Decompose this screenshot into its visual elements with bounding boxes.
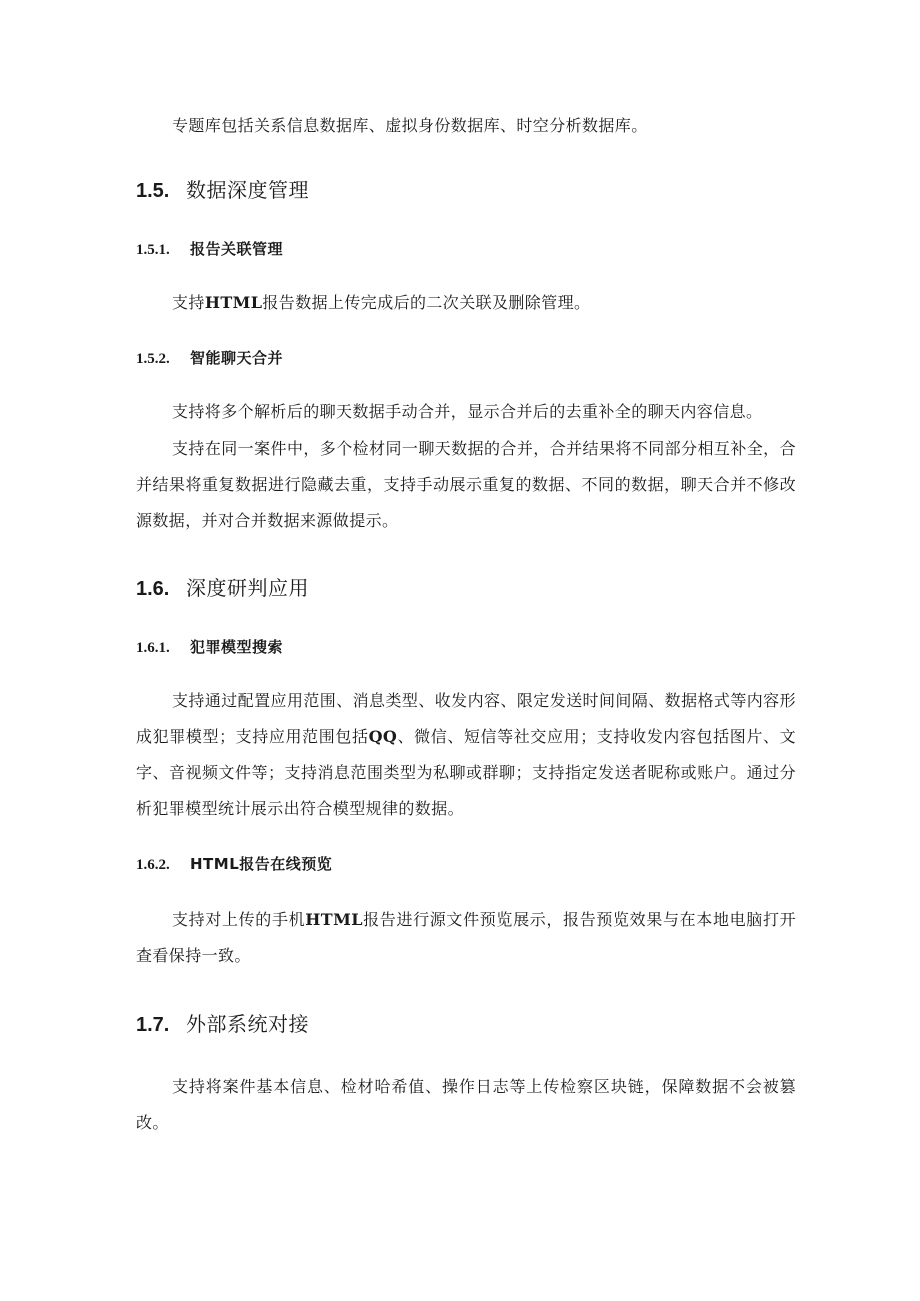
section-1-7-heading — [136, 1010, 309, 1039]
section-number: 1.7. — [136, 1014, 170, 1036]
section-1-7-paragraph: 支持将案件基本信息、检材哈希值、操作日志等上传检察区块链，保障数据不会被篡改。 — [136, 1077, 796, 1132]
text-run: 报告进行源文件预览展示，报告预览效果与在本地电脑打开查看保持一致。 — [136, 910, 797, 965]
text-run: 支持对上传的手机 — [172, 910, 306, 929]
text-run: 支持通过配置应用范围、消息类型、收发内容、限定发送时间间隔、数据格式等内容形成犯罪模型；支持应用范围包括 — [136, 691, 796, 746]
section-1-5-heading — [136, 176, 309, 205]
subsection-title: 智能聊天合并 — [190, 349, 284, 367]
subsection-title: 报告关联管理 — [190, 240, 284, 258]
section-1-5-2-paragraph-1: 支持将多个解析后的聊天数据手动合并，显示合并后的去重补全的聊天内容信息。 — [172, 402, 763, 421]
bold-run: HTML — [204, 293, 263, 312]
text-run: 、微信、短信等社交应用；支持收发内容包括图片、文字、音视频文件等；支持消息范围类型为私聊或群聊；支持指定发送者昵称或账户。通过分析犯罪模型统计展示出符合模型规律的数据。 — [136, 727, 796, 818]
text-run: 报告数据上传完成后的二次关联及删除管理。 — [262, 293, 591, 312]
subsection-title: HTML报告在线预览 — [190, 855, 333, 873]
bold-run: HTML — [305, 910, 363, 929]
section-1-6-1-heading — [136, 636, 283, 659]
section-1-6-1-paragraph — [136, 683, 796, 827]
section-1-6-heading — [136, 574, 309, 603]
subsection-number: 1.5.1. — [136, 242, 170, 258]
section-1-5-1-heading — [136, 238, 283, 261]
section-1-5-1-paragraph — [136, 285, 796, 321]
section-1-5-2-heading — [136, 347, 283, 370]
section-1-5-2-paragraph-2: 支持在同一案件中，多个检材同一聊天数据的合并，合并结果将不同部分相互补全，合并结果将重复数据进行隐藏去重，支持手动展示重复的数据、不同的数据，聊天合并不修改源数据，并对合并数据来源做提示。 — [136, 439, 796, 530]
bold-run: QQ — [368, 727, 398, 746]
subsection-number: 1.6.2. — [136, 857, 170, 873]
subsection-number: 1.6.1. — [136, 640, 170, 656]
section-number: 1.6. — [136, 578, 170, 600]
intro-paragraph: 专题库包括关系信息数据库、虚拟身份数据库、时空分析数据库。 — [172, 116, 648, 135]
section-number: 1.5. — [136, 180, 170, 202]
section-title: 深度研判应用 — [186, 576, 309, 600]
section-1-6-2-paragraph — [136, 902, 796, 974]
text-run: 支持 — [172, 293, 205, 312]
subsection-title: 犯罪模型搜索 — [190, 638, 284, 656]
section-title: 数据深度管理 — [186, 178, 309, 202]
section-title: 外部系统对接 — [186, 1012, 309, 1036]
subsection-number: 1.5.2. — [136, 351, 170, 367]
section-1-6-2-heading — [136, 853, 332, 876]
